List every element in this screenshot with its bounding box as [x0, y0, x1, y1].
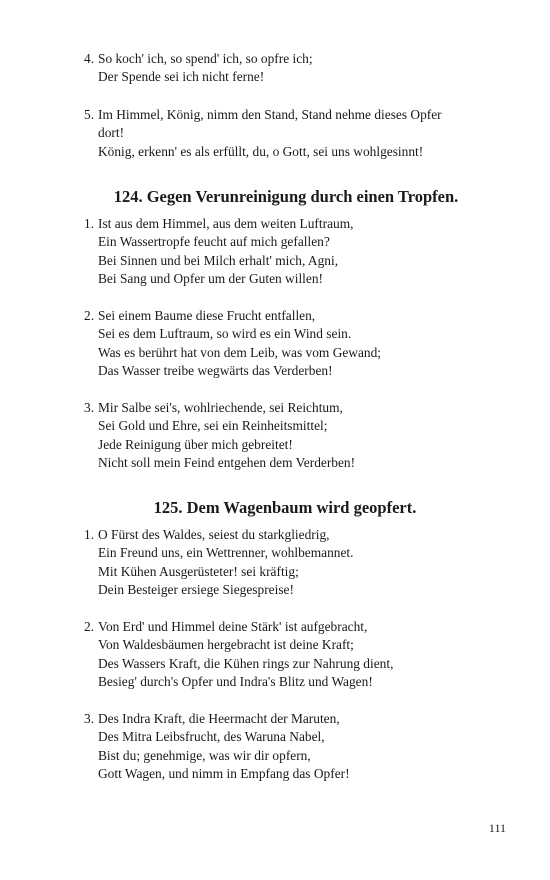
- section-heading: 124. Gegen Verunreinigung durch einen Tropfen.: [113, 187, 459, 206]
- page-number: 111: [488, 821, 506, 835]
- verse-line: Bei Sang und Opfer um der Guten willen!: [98, 270, 323, 286]
- stanza: [84, 215, 514, 288]
- verse-line: 1. O Fürst des Waldes, seiest du starkgliedrig,: [84, 526, 514, 544]
- verse-line: Nicht soll mein Feind entgehen dem Verderben!: [98, 454, 356, 470]
- verse-line: dort!: [98, 125, 125, 141]
- stanza-number: 1.: [84, 216, 95, 231]
- stanza-number: 3.: [84, 711, 95, 726]
- verse-line: Sei Gold und Ehre, sei ein Reinheitsmittel;: [98, 418, 328, 434]
- verse-line: Gott Wagen, und nimm in Empfang das Opfer!: [98, 765, 350, 781]
- verse-line: Besieg' durch's Opfer und Indra's Blitz und Wagen!: [98, 673, 373, 689]
- verse-line: Von Waldesbäumen hergebracht ist deine Kraft;: [98, 637, 354, 653]
- verse-line: Sei es dem Luftraum, so wird es ein Wind sein.: [98, 326, 352, 342]
- stanza: [84, 710, 514, 783]
- verse-line: Dein Besteiger ersiege Siegespreise!: [98, 581, 294, 597]
- verse-line: König, erkenn' es als erfüllt, du, o Gott, sei uns wohlgesinnt!: [98, 143, 424, 159]
- stanza-number: 4.: [84, 51, 95, 66]
- stanza-number: 3.: [84, 400, 95, 415]
- verse-line: 1. Ist aus dem Himmel, aus dem weiten Luftraum,: [84, 215, 514, 233]
- stanza: [84, 526, 514, 599]
- verse-line: Das Wasser treibe wegwärts das Verderben!: [98, 362, 333, 378]
- stanza: [84, 307, 514, 380]
- verse-line: Bei Sinnen und bei Milch erhalt' mich, Agni,: [98, 252, 339, 268]
- verse-line: Was es berührt hat von dem Leib, was vom Gewand;: [98, 344, 382, 360]
- verse-line: Ein Freund uns, ein Wettrenner, wohlbemannet.: [98, 545, 354, 561]
- verse-line: Des Mitra Leibsfrucht, des Waruna Nabel,: [98, 729, 325, 745]
- verse-line: Ein Wassertropfe feucht auf mich gefallen?: [98, 234, 330, 250]
- verse-line: 2. Von Erd' und Himmel deine Stärk' ist aufgebracht,: [84, 618, 514, 636]
- verse-line: 3. Mir Salbe sei's, wohlriechende, sei Reichtum,: [84, 399, 514, 417]
- verse-line: Des Wassers Kraft, die Kühen rings zur Nahrung dient,: [98, 655, 394, 671]
- stanza-number: 1.: [84, 527, 95, 542]
- verse-line: Jede Reinigung über mich gebreitet!: [98, 436, 293, 452]
- stanza: [84, 106, 514, 161]
- verse-line: Der Spende sei ich nicht ferne!: [98, 69, 265, 85]
- stanza-number: 5.: [84, 107, 95, 122]
- verse-line: 4. So koch' ich, so spend' ich, so opfre ich;: [84, 50, 514, 68]
- stanza: [84, 399, 514, 472]
- verse-line: 2. Sei einem Baume diese Frucht entfallen,: [84, 307, 514, 325]
- stanza-number: 2.: [84, 619, 95, 634]
- stanza: [84, 618, 514, 691]
- verse-line: Mit Kühen Ausgerüsteter! sei kräftig;: [98, 563, 299, 579]
- verse-line: 3. Des Indra Kraft, die Heermacht der Maruten,: [84, 710, 514, 728]
- verse-line: 5. Im Himmel, König, nimm den Stand, Stand nehme dieses Opfer: [84, 106, 514, 124]
- verse-line: Bist du; genehmige, was wir dir opfern,: [98, 747, 311, 763]
- stanza-number: 2.: [84, 308, 95, 323]
- stanza: [84, 50, 514, 87]
- section-heading: 125. Dem Wagenbaum wird geopfert.: [153, 498, 417, 517]
